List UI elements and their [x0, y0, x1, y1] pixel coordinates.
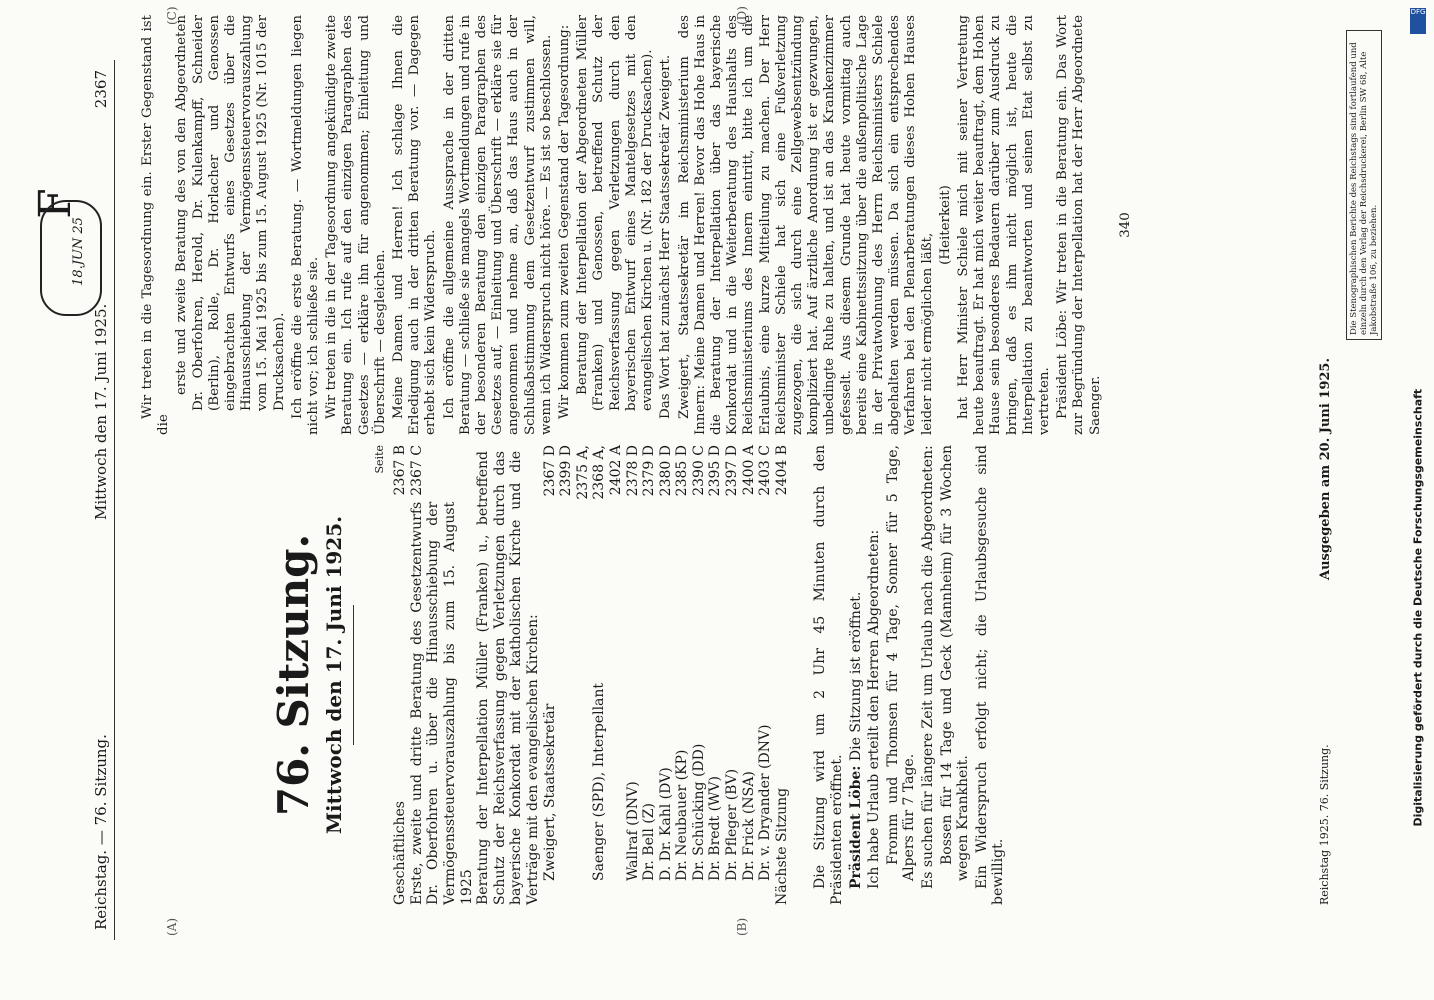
toc-entry-ref: 2367 B [392, 445, 409, 496]
urlaub-list: Fromm und Thomsen für 4 Tage, Sonner für 5 Tage, Alpers für 7 Tage. [884, 445, 918, 881]
toc-entry-text: Wallraf (DNV) [624, 781, 641, 881]
paragraph: Zweigert, Staatssekretär im Reichsministerium des Innern: Meine Damen und Herren! Bevor das Hohe Haus in die Beratung der Interpellation über das bayerische Konkordat und in die Weiterberatung des Haushalts des Reichsministeriums des Innern eintritt, bitte ich um die Erlaubnis, eine kurze Mitteilung zu machen. Der Herr Reichsminister Schiele hat sich eine Fußverletzung zugezogen, die sich durch eine Zellgewebsentzündung kompliziert hat. Auf ärztliche Anordnung ist er gezwungen, unbedingte Ruhe zu halten, und ist an das Krankenzimmer gefesselt. Aus diesem Grunde hat heute vormittag auch bereits eine Kabinettssitzung über die außenpolitische Lage in der Privatwohnung des Herrn Reichsministers Schiele abgehalten werden müssen. Da sich ein entsprechendes Verfahren bei den Plenarberatungen dieses Hohen Hauses leider nicht ermöglichen läßt, [676, 15, 935, 435]
paragraph: Ich eröffne die erste Beratung. — Wortmeldungen liegen nicht vor; ich schließe sie. [289, 15, 322, 435]
right-column [140, 15, 1134, 435]
toc-entry [724, 445, 741, 905]
laenger-intro: Es suchen für längere Zeit um Urlaub nach die Abgeordneten: [920, 445, 936, 889]
toc-entry-ref: 2402 A [607, 445, 624, 496]
toc-entry-text: Erste, zweite und dritte Beratung des Gesetzentwurfs Dr. Oberfohren u. über die Hinausschiebung der Vermögenssteuervorauszahlung bis zum 15. August 1925 [408, 501, 475, 905]
paragraph: Präsident Löbe: Wir treten in die Beratung ein. Das Wort zur Begründung der Interpellation hat der Herr Abgeordnete Saenger. [1055, 15, 1103, 435]
paragraph: hat Herr Minister Schiele mich mit seiner Vertretung heute beauftragt. Er hat mich weiter beauftragt, dem Hohen Hause sein besonderes Bedauern darüber zum Ausdruck zu bringen, daß es ihm nicht möglich ist, heute die Interpellation zu beantworten und seinen Etat selbst zu vertreten. [955, 15, 1052, 435]
paragraph: Das Wort hat zunächst Herr Staatssekretär Zweigert. [658, 54, 674, 419]
toc [392, 445, 790, 905]
toc-entry [757, 445, 774, 905]
toc-entry [658, 445, 675, 905]
header-page-number: 2367 [92, 70, 110, 109]
toc-entry [392, 445, 409, 905]
toc-entry-text: Dr. Frick (NSA) [740, 771, 757, 881]
toc-entry-text: Dr. v. Dryander (DNV) [757, 724, 774, 881]
margin-mark-a: (A) [165, 917, 179, 936]
toc-entry [741, 445, 758, 905]
digitization-note [1408, 0, 1428, 1000]
paragraph: erste und zweite Beratung des von den Abgeordneten Dr. Oberfohren, Herold, Dr. Kulenkampff, Schneider (Berlin), Rolle, Dr. Horlacher und Genossen eingebrachten Entwurfs eines Gesetzes über die Hinausschiebung der Vermögenssteuervorauszahlung vom 15. Mai 1925 bis zum 15. August 1925 (Nr. 1015 der Drucksachen). [174, 15, 287, 411]
toc-entry-ref: 2378 D [624, 445, 641, 497]
toc-entry-text: Geschäftliches [392, 801, 409, 905]
publisher-note-box: Die Stenographischen Berichte des Reichstags sind fortlaufend und einzeln durch den Verlag der Reichsdruckerei, Berlin SW 68, Alte Jakobstraße 106, zu beziehen. [1346, 30, 1382, 340]
toc-entry [625, 445, 642, 905]
toc-entry-ref: 2395 D [707, 445, 724, 497]
paragraph: Beratung der Interpellation der Abgeordneten Müller (Franken) und Genossen, betreffend Schutz der Reichsverfassung gegen Verletzungen durch den bayerischen Entwurf eines Mantelgesetzes mit den evangelischen Kirchen u. (Nr. 182 der Drucksachen). [575, 15, 656, 411]
paragraph: Wir treten in die Tagesordnung ein. Erster Gegenstand ist die [140, 15, 172, 435]
toc-entry-ref: 2375 A, [574, 445, 591, 500]
laenger-list: Bossen für 14 Tage und Geck (Mannheim) für 3 Wochen wegen Krankheit. [938, 445, 972, 881]
toc-entry-ref: 2400 A [740, 445, 757, 496]
toc-entry [641, 445, 658, 905]
stamp-date: 18.JUN 25 [70, 217, 86, 286]
toc-entry-ref: 2390 C [690, 445, 707, 496]
session-date: Mittwoch den 17. Juni 1925. [322, 515, 346, 835]
toc-entry-ref: 2385 D [674, 445, 691, 497]
toc-entry-ref: 2379 D [641, 445, 658, 497]
urlaub-intro: Ich habe Urlaub erteilt den Herren Abgeordneten: [866, 529, 883, 889]
footer-left: Reichstag 1925. 76. Sitzung. [1318, 744, 1331, 905]
paragraph: Wir kommen zum zweiten Gegenstand der Tagesordnung: [557, 24, 573, 419]
toc-entry [774, 445, 791, 905]
paragraph: (Heiterkeit) [937, 185, 953, 265]
paragraph: Wir treten in die in der Tagesordnung angekündigte zweite Beratung ein. Ich rufe auf den einzigen Paragraphen des Gesetzes — erkläre ihn für angenommen; Einleitung und Überschrift — desgleichen. [324, 15, 388, 435]
toc-entry [591, 445, 608, 905]
widerspruch-text: Ein Widerspruch erfolgt nicht; die Urlaubsgesuche sind bewilligt. [973, 445, 1007, 905]
toc-entry [707, 445, 724, 905]
toc-entry-ref: 2368 A, [591, 445, 608, 500]
toc-entry-ref: 2404 B [773, 445, 790, 496]
seite-label: Seite [372, 445, 386, 474]
header-left: Reichstag. — 76. Sitzung. [92, 734, 110, 930]
toc-entry-text: Dr. Bell (Z) [641, 803, 658, 881]
bottom-page-number: 340 [1117, 212, 1133, 238]
header-date: Mittwoch den 17. Juni 1925. [92, 303, 110, 520]
toc-entry-ref: 2403 C [757, 445, 774, 496]
toc-entry [542, 445, 559, 905]
toc-entry [691, 445, 708, 905]
speaker-text: Die Sitzung ist eröffnet. [847, 591, 864, 762]
margin-mark-d: (D) [735, 6, 749, 25]
toc-entry-ref: 2380 D [657, 445, 674, 497]
toc-entry-text: Dr. Bredt (WV) [707, 775, 724, 881]
toc-entry-text: Dr. Schücking (DD) [690, 743, 707, 881]
toc-entry-text: Dr. Pfleger (BV) [724, 768, 741, 881]
title-divider [353, 605, 354, 745]
toc-entry-text: Beratung der Interpellation Müller (Franken) u., betreffend Schutz der Reichsverfassung gegen Verletzungen durch das bayerische Konkordat mit der katholischen Kirche und die Verträge mit den evangelischen Kirchen: [475, 451, 541, 905]
margin-mark-c: (C) [165, 6, 179, 25]
running-header [92, 60, 115, 940]
toc-entry [674, 445, 691, 905]
president-remark [848, 445, 865, 905]
toc-entry-text: Dr. Neubauer (KP) [674, 749, 691, 881]
handwritten-mark: F [29, 188, 81, 219]
paragraph: Ich eröffne die allgemeine Aussprache in der dritten Beratung — schließe sie mangels Wortmeldungen und rufe in der besonderen Beratung den einzigen Paragraphen des Gesetzes auf, — Einleitung und Überschrift — erkläre sie für angenommen und nehme an, daß das Haus auch in der Schlußabstimmung dem Gesetzentwurf zustimmen will, wenn ich Widerspruch nicht höre. — Es ist so beschlossen. [441, 15, 554, 435]
speaker-name: Präsident Löbe: [847, 765, 864, 889]
toc-entry-ref: 2367 C [408, 445, 425, 496]
digitization-text: Digitalisierung gefördert durch die Deutsche Forschungsgemeinschaft [1411, 388, 1425, 827]
ausgegeben-line: Ausgegeben am 20. Juni 1925. [1318, 358, 1333, 580]
toc-entry-text: Saenger (SPD), Interpellant [591, 682, 608, 881]
toc-entry-ref: 2397 D [724, 445, 741, 497]
dfg-logo: DFG [1410, 8, 1426, 34]
toc-entry-text: D. Dr. Kahl (DV) [657, 767, 674, 881]
toc-entry [475, 445, 541, 905]
session-proceedings [812, 445, 1007, 905]
toc-entry-text: Nächste Sitzung [773, 787, 790, 905]
toc-entry [558, 445, 575, 905]
toc-entry-text: Zweigert, Staatssekretär [541, 703, 558, 881]
session-title: 76. Sitzung. [269, 533, 318, 817]
toc-entry [575, 445, 592, 905]
paragraph: Meine Damen und Herren! Ich schlage Ihnen die Erledigung auch in der dritten Beratung vor. — Dagegen erhebt sich kein Widerspruch. [391, 15, 439, 435]
toc-entry-ref: 2399 D [558, 445, 575, 497]
opening-text: Die Sitzung wird um 2 Uhr 45 Minuten durch den Präsidenten eröffnet. [812, 445, 846, 905]
toc-entry-ref: 2367 D [541, 445, 558, 497]
received-stamp [40, 200, 102, 316]
left-column [140, 445, 1009, 905]
toc-entry [608, 445, 625, 905]
margin-mark-b: (B) [735, 917, 749, 936]
toc-entry [409, 445, 475, 905]
